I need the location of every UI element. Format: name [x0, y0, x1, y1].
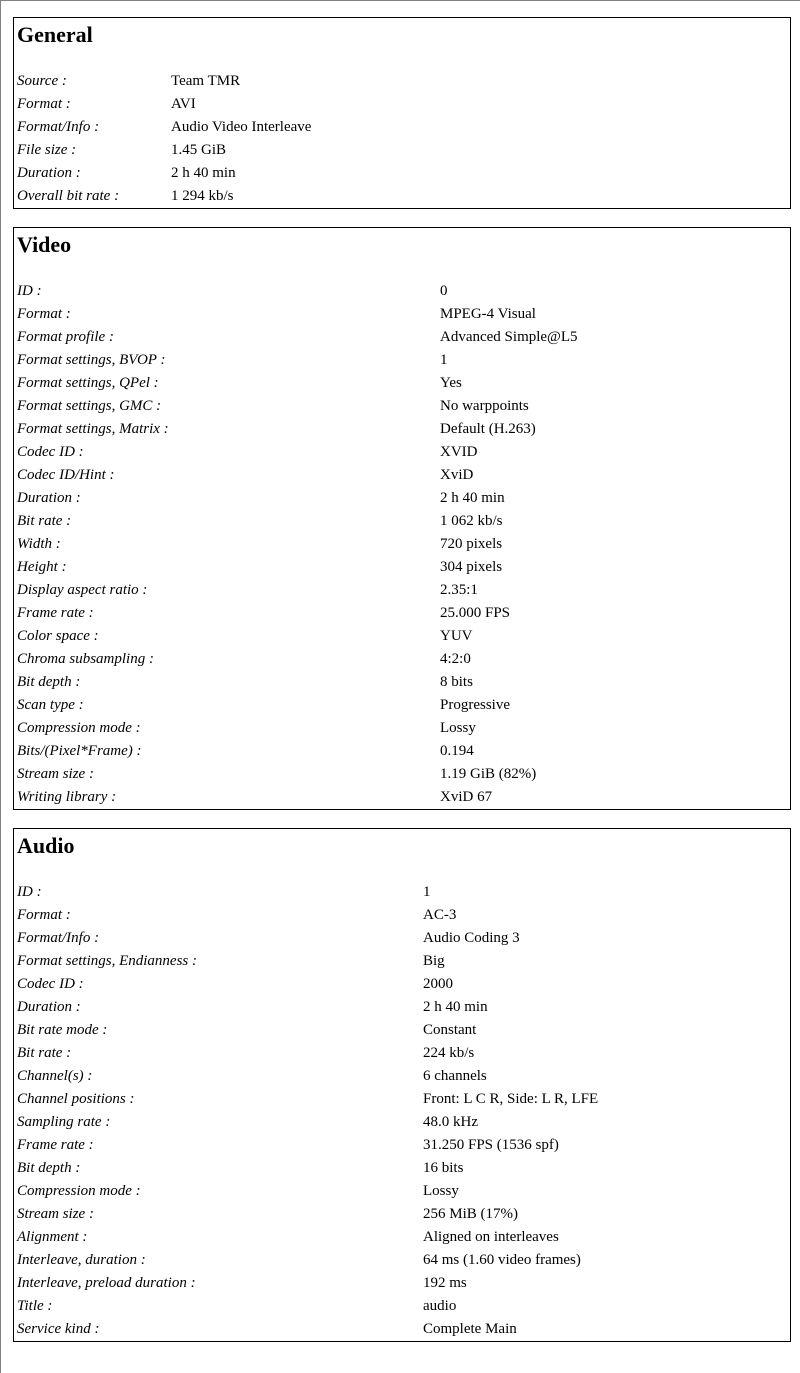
info-value: Yes: [440, 375, 462, 391]
info-key: Format settings, BVOP :: [17, 352, 166, 368]
info-value: XviD 67: [440, 789, 493, 805]
info-key: Format settings, QPel :: [17, 375, 159, 391]
info-value: 192 ms: [423, 1275, 467, 1291]
info-key: ID :: [17, 283, 42, 299]
info-value: 1 062 kb/s: [440, 513, 503, 529]
info-row: [17, 717, 578, 740]
info-value: 0: [440, 283, 448, 299]
info-key: Service kind :: [17, 1321, 100, 1337]
general-section: [13, 17, 791, 209]
info-row: [17, 70, 311, 93]
info-row: [17, 996, 598, 1019]
info-key: Height :: [17, 559, 67, 575]
info-key: Bit depth :: [17, 674, 81, 690]
info-row: [17, 1272, 598, 1295]
info-key: Chroma subsampling :: [17, 651, 154, 667]
info-row: [17, 602, 578, 625]
info-value: Team TMR: [171, 73, 241, 89]
info-row: [17, 1295, 598, 1318]
info-key: Format settings, GMC :: [17, 398, 162, 414]
info-key: Channel(s) :: [17, 1068, 93, 1084]
info-key: Width :: [17, 536, 61, 552]
info-key: Scan type :: [17, 697, 84, 713]
info-row: [17, 1318, 598, 1341]
info-key: Overall bit rate :: [17, 188, 120, 204]
info-row: [17, 395, 578, 418]
info-row: [17, 162, 311, 185]
info-row: [17, 280, 578, 303]
info-row: [17, 579, 578, 602]
general-title: General: [17, 22, 93, 47]
info-row: [17, 349, 578, 372]
info-row: [17, 625, 578, 648]
info-value: Big: [423, 953, 445, 969]
info-key: Format profile :: [17, 329, 114, 345]
info-key: Compression mode :: [17, 720, 141, 736]
info-value: 0.194: [440, 743, 474, 759]
info-value: 2 h 40 min: [423, 999, 488, 1015]
info-row: [17, 648, 578, 671]
info-row: [17, 93, 311, 116]
info-key: Format :: [17, 96, 71, 112]
info-key: Codec ID/Hint :: [17, 467, 115, 483]
info-key: Writing library :: [17, 789, 117, 805]
info-value: 1: [440, 352, 448, 368]
info-row: [17, 1042, 598, 1065]
info-row: [17, 116, 311, 139]
info-key: Interleave, preload duration :: [17, 1275, 196, 1291]
info-row: [17, 904, 598, 927]
audio-section: [13, 828, 791, 1342]
info-key: Codec ID :: [17, 976, 84, 992]
info-row: [17, 694, 578, 717]
info-row: [17, 372, 578, 395]
info-key: Codec ID :: [17, 444, 84, 460]
info-value: 1.19 GiB (82%): [440, 766, 537, 782]
info-row: [17, 556, 578, 579]
info-row: [17, 881, 598, 904]
info-value: 304 pixels: [440, 559, 503, 575]
info-key: Duration :: [17, 490, 81, 506]
info-row: [17, 740, 578, 763]
info-value: Front: L C R, Side: L R, LFE: [423, 1091, 599, 1107]
video-section: [13, 227, 791, 810]
info-key: Bits/(Pixel*Frame) :: [17, 743, 142, 759]
info-value: AC-3: [423, 907, 457, 923]
info-value: Advanced Simple@L5: [440, 329, 578, 345]
info-value: AVI: [171, 96, 196, 112]
info-value: 1 294 kb/s: [171, 188, 234, 204]
info-key: Format settings, Matrix :: [17, 421, 169, 437]
video-title: Video: [17, 232, 72, 257]
info-key: Interleave, duration :: [17, 1252, 146, 1268]
info-key: File size :: [17, 142, 77, 158]
info-value: Lossy: [440, 720, 476, 736]
info-row: [17, 326, 578, 349]
info-key: Sampling rate :: [17, 1114, 111, 1130]
info-key: Format/Info :: [17, 930, 100, 946]
general-table: [17, 70, 311, 208]
info-key: Format :: [17, 907, 71, 923]
info-value: YUV: [440, 628, 473, 644]
info-key: Format :: [17, 306, 71, 322]
info-value: MPEG-4 Visual: [440, 306, 536, 322]
info-key: Duration :: [17, 999, 81, 1015]
info-value: 48.0 kHz: [423, 1114, 478, 1130]
info-key: Bit depth :: [17, 1160, 81, 1176]
info-row: [17, 1019, 598, 1042]
audio-table: [17, 881, 598, 1341]
info-value: audio: [423, 1298, 457, 1314]
info-key: Format settings, Endianness :: [17, 953, 197, 969]
info-row: [17, 510, 578, 533]
info-key: Frame rate :: [17, 1137, 94, 1153]
info-value: Default (H.263): [440, 421, 536, 437]
info-key: Color space :: [17, 628, 99, 644]
info-key: Duration :: [17, 165, 81, 181]
info-key: Channel positions :: [17, 1091, 135, 1107]
info-value: Lossy: [423, 1183, 459, 1199]
info-value: No warppoints: [440, 398, 529, 414]
info-value: Audio Coding 3: [423, 930, 520, 946]
video-table: [17, 280, 578, 809]
info-value: 2 h 40 min: [171, 165, 236, 181]
info-value: 1.45 GiB: [171, 142, 227, 158]
info-key: Compression mode :: [17, 1183, 141, 1199]
info-row: [17, 1249, 598, 1272]
info-key: Bit rate mode :: [17, 1022, 108, 1038]
info-key: Frame rate :: [17, 605, 94, 621]
info-row: [17, 418, 578, 441]
info-value: 2.35:1: [440, 582, 478, 598]
info-value: 6 channels: [423, 1068, 487, 1084]
info-row: [17, 763, 578, 786]
info-row: [17, 950, 598, 973]
info-row: [17, 671, 578, 694]
info-key: Title :: [17, 1298, 53, 1314]
info-row: [17, 185, 311, 208]
info-row: [17, 464, 578, 487]
info-value: 64 ms (1.60 video frames): [423, 1252, 581, 1268]
info-value: Audio Video Interleave: [171, 119, 312, 135]
info-row: [17, 786, 578, 809]
info-key: Bit rate :: [17, 1045, 72, 1061]
info-row: [17, 533, 578, 556]
info-row: [17, 1134, 598, 1157]
info-row: [17, 487, 578, 510]
info-key: Source :: [17, 73, 67, 89]
info-row: [17, 441, 578, 464]
info-row: [17, 1157, 598, 1180]
info-value: 2000: [423, 976, 453, 992]
info-key: Format/Info :: [17, 119, 100, 135]
info-key: ID :: [17, 884, 42, 900]
info-row: [17, 1226, 598, 1249]
info-value: 1: [423, 884, 431, 900]
info-key: Display aspect ratio :: [17, 582, 148, 598]
info-value: 16 bits: [423, 1160, 464, 1176]
info-value: Complete Main: [423, 1321, 517, 1337]
info-row: [17, 139, 311, 162]
info-key: Stream size :: [17, 766, 94, 782]
info-value: 25.000 FPS: [440, 605, 511, 621]
info-value: XviD: [440, 467, 474, 483]
info-row: [17, 973, 598, 996]
info-value: 256 MiB (17%): [423, 1206, 518, 1222]
info-key: Stream size :: [17, 1206, 94, 1222]
info-value: 224 kb/s: [423, 1045, 475, 1061]
info-value: Progressive: [440, 697, 510, 713]
info-key: Alignment :: [17, 1229, 88, 1245]
info-row: [17, 1111, 598, 1134]
info-value: 31.250 FPS (1536 spf): [423, 1137, 559, 1153]
info-key: Bit rate :: [17, 513, 72, 529]
info-value: Constant: [423, 1022, 477, 1038]
info-row: [17, 927, 598, 950]
info-row: [17, 1203, 598, 1226]
info-row: [17, 303, 578, 326]
info-value: Aligned on interleaves: [423, 1229, 559, 1245]
info-row: [17, 1065, 598, 1088]
info-value: XVID: [440, 444, 478, 460]
info-value: 2 h 40 min: [440, 490, 505, 506]
info-value: 720 pixels: [440, 536, 503, 552]
audio-title: Audio: [17, 833, 75, 858]
info-value: 8 bits: [440, 674, 473, 690]
info-value: 4:2:0: [440, 651, 471, 667]
info-row: [17, 1088, 598, 1111]
info-row: [17, 1180, 598, 1203]
